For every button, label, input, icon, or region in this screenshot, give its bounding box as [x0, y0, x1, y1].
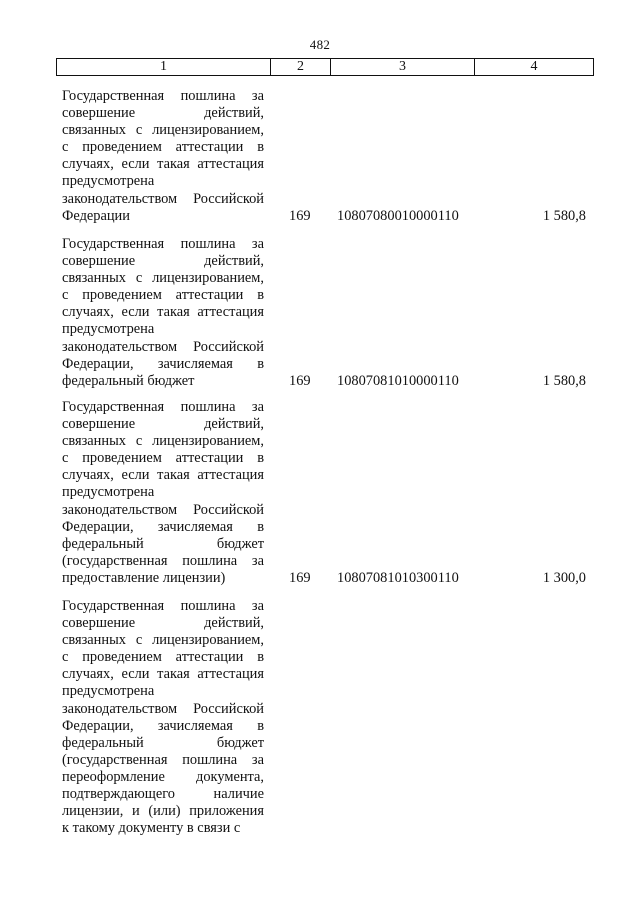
row-name-line: лицензии, и (или) приложения: [62, 803, 264, 820]
row-name-line: федеральный бюджет: [62, 535, 264, 552]
row-amount: 1 580,8: [542, 372, 586, 389]
row-name-line: с проведением аттестации в: [62, 287, 264, 304]
row-name-line: с проведением аттестации в: [62, 450, 264, 467]
row-admin-code: 169: [289, 207, 311, 224]
row-name-line: Государственная пошлина за: [62, 399, 264, 415]
row-name-line: Федерации, зачисляемая в: [62, 355, 264, 372]
row-name-line: Государственная пошлина за: [62, 236, 264, 252]
page-number: 482: [309, 37, 331, 52]
row-name-line: связанных с лицензированием,: [62, 270, 264, 287]
row-name-cell: [62, 88, 264, 225]
table-row: [62, 88, 602, 225]
row-name-line: случаях, если такая аттестация: [62, 304, 264, 321]
row-name-line: законодательством Российской: [62, 190, 264, 207]
row-amount: 1 580,8: [542, 207, 586, 224]
table-row: [62, 236, 602, 390]
row-name-line: с проведением аттестации в: [62, 139, 264, 156]
row-name-line: связанных с лицензированием,: [62, 122, 264, 139]
row-name-line: переоформление документа,: [62, 768, 264, 785]
row-name-line: (государственная пошлина за: [62, 751, 264, 768]
row-name-line: подтверждающего наличие: [62, 786, 264, 803]
row-name-line: (государственная пошлина за: [62, 552, 264, 569]
row-name-line: Федерации, зачисляемая в: [62, 518, 264, 535]
row-name-line: предусмотрена: [62, 683, 155, 700]
row-name-line: федеральный бюджет: [62, 372, 195, 389]
row-name-cell: [62, 236, 264, 390]
header-column-1: 1: [57, 59, 271, 75]
table-row: [62, 399, 602, 587]
table-header-row: [56, 58, 594, 76]
row-name-cell: [62, 399, 264, 587]
row-classification-code: 10807080010000110: [337, 207, 459, 224]
row-name-line: Государственная пошлина за: [62, 598, 264, 614]
row-name-line: Федерации, зачисляемая в: [62, 717, 264, 734]
row-name-line: предусмотрена: [62, 321, 155, 338]
header-column-2: 2: [271, 59, 331, 75]
row-name-line: Государственная пошлина за: [62, 88, 264, 104]
row-name-line: связанных с лицензированием,: [62, 632, 264, 649]
row-name-line: федеральный бюджет: [62, 734, 264, 751]
row-name-line: с проведением аттестации в: [62, 649, 264, 666]
row-classification-code: 10807081010300110: [337, 570, 459, 586]
row-admin-code: 169: [289, 570, 311, 586]
row-name-line: предусмотрена: [62, 173, 155, 190]
row-name-line: совершение действий,: [62, 253, 264, 270]
header-column-4: 4: [530, 59, 538, 74]
row-name-line: предусмотрена: [62, 484, 155, 501]
row-name-line: случаях, если такая аттестация: [62, 467, 264, 484]
row-name-line: совершение действий,: [62, 615, 264, 632]
row-name-line: связанных с лицензированием,: [62, 433, 264, 450]
table-row: [62, 598, 602, 837]
row-name-line: законодательством Российской: [62, 338, 264, 355]
row-name-line: совершение действий,: [62, 105, 264, 122]
row-name-line: к такому документу в связи с: [62, 820, 241, 837]
row-name-line: законодательством Российской: [62, 501, 264, 518]
row-classification-code: 10807081010000110: [337, 372, 459, 389]
row-name-line: законодательством Российской: [62, 700, 264, 717]
row-name-line: случаях, если такая аттестация: [62, 156, 264, 173]
row-admin-code: 169: [289, 372, 311, 389]
header-column-3: 3: [331, 59, 475, 75]
row-name-cell: [62, 598, 264, 837]
row-name-line: случаях, если такая аттестация: [62, 666, 264, 683]
row-name-line: совершение действий,: [62, 416, 264, 433]
row-amount: 1 300,0: [542, 570, 586, 586]
row-name-line: предоставление лицензии): [62, 569, 226, 586]
row-name-line: Федерации: [62, 207, 130, 224]
